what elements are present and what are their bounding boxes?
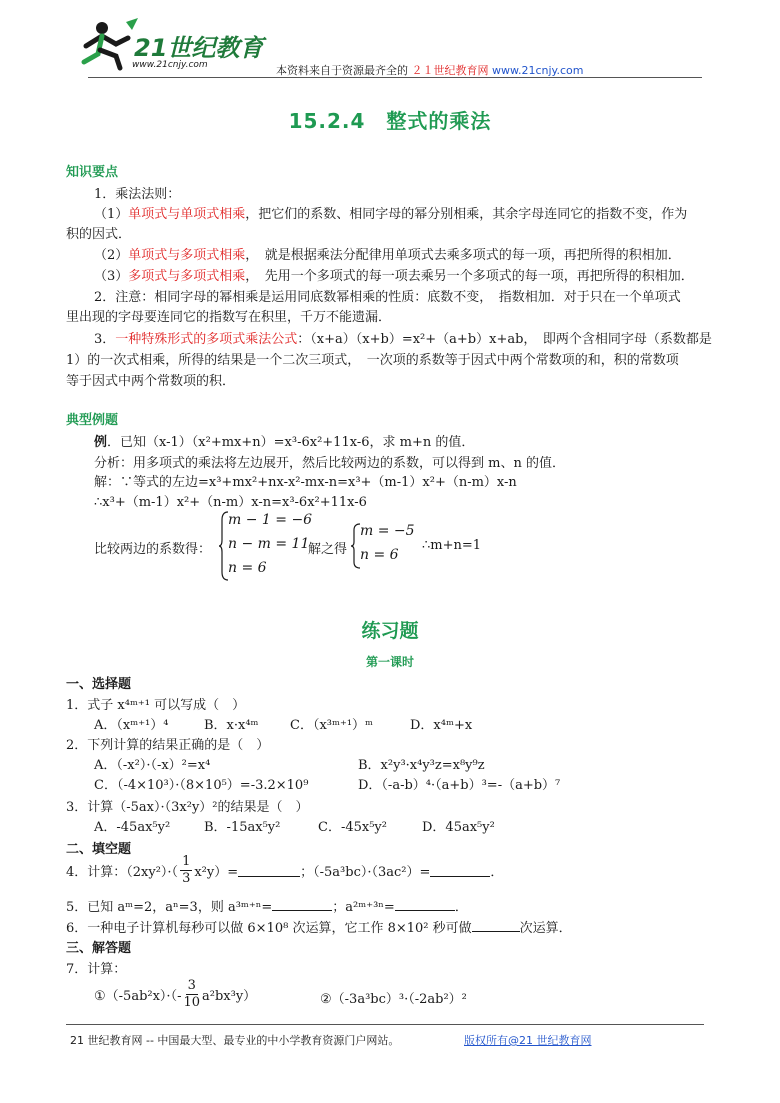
note-line-2: 里出现的字母要连同它的指数写在积里，千万不能遗漏． (66, 310, 392, 325)
q5-answer-1[interactable] (272, 899, 332, 911)
q4-answer-2[interactable] (430, 865, 490, 877)
example-solution-1: 解：∵等式的左边=x³+mx²+nx-x²-mx-n=x³+（m-1）x²+（n-m）x-n (94, 475, 517, 490)
rule-1-text: ，把它们的系数、相同字母的幂分别相乘，其余字母连同它的指数不变，作为 (245, 207, 688, 222)
special-keyword: 一种特殊形式的多项式乘法公式 (115, 332, 298, 347)
header-note (276, 62, 583, 78)
compare-label: 比较两边的系数得： (94, 542, 212, 557)
q5-prefix: 5．已知 aᵐ=2，aⁿ=3，则 a³ᵐ⁺ⁿ= (66, 900, 273, 915)
q6-end: 次运算． (519, 921, 572, 936)
q4-answer-1[interactable] (238, 865, 300, 877)
rule-3-text: ， 先用一个多项式的每一项去乘另一个多项式的每一项，再把所得的积相加． (245, 269, 694, 284)
system2-eq-2: n = 6 (360, 547, 399, 563)
q7-a-denominator: 10 (183, 995, 201, 1010)
q4-mid: x²y）= (194, 865, 239, 880)
rule-3 (94, 265, 694, 284)
footer-divider (66, 1024, 704, 1025)
question-1: 1．式子 x⁴ᵐ⁺¹ 可以写成（ ） (66, 698, 246, 713)
rule-2-keyword: 单项式与多项式相乘 (128, 248, 246, 263)
q4-prefix: 4．计算：（2xy²）·（ (66, 865, 179, 880)
lesson-subtitle: 第一课时 (365, 655, 414, 669)
q3-option-b[interactable]: B．-15ax⁵y² (204, 820, 281, 835)
part-1-heading: 一、选择题 (66, 677, 132, 692)
logo-url: www.21cnjy.com (132, 60, 208, 70)
part-3-heading: 三、解答题 (66, 941, 132, 956)
rule-2 (94, 244, 681, 263)
question-2: 2．下列计算的结果正确的是（ ） (66, 738, 270, 753)
special-formula (94, 328, 712, 347)
q4-fraction (180, 854, 192, 887)
system1-eq-1: m − 1 = −6 (228, 512, 313, 528)
q4-fraction-numerator: 1 (182, 854, 191, 869)
rule-2-text: ， 就是根据乘法分配律用单项式去乘多项式的每一项，再把所得的积相加． (245, 248, 681, 263)
equation-system-1 (228, 512, 312, 584)
rule-1-keyword: 单项式与单项式相乘 (128, 207, 246, 222)
q7-a-fraction (183, 978, 200, 1011)
q1-option-a[interactable]: A．（xᵐ⁺¹）⁴ (94, 718, 169, 733)
question-6 (66, 917, 572, 936)
q6-text: 6．一种电子计算机每秒可以做 6×10⁸ 次运算，它工作 8×10² 秒可做 (66, 921, 472, 936)
header-note-prefix: 本资料来自于资源最齐全的 (276, 64, 408, 77)
example-question-text: ．已知（x-1）（x²+mx+n）=x³-6x²+11x-6，求 m+n 的值． (107, 435, 475, 450)
q5-end: ． (454, 900, 468, 915)
question-5 (66, 896, 468, 915)
q4-end: ． (490, 865, 504, 880)
knowledge-heading: 知识要点 (66, 165, 119, 180)
q7-a-suffix: a²bx³y） (202, 989, 257, 1004)
note-line-1: 2．注意：相同字母的幂相乘是运用同底数幂相乘的性质：底数不变， 指数相加．对于只在一个单项式 (94, 290, 681, 305)
example-solution-2: ∴x³+（m-1）x²+（n-m）x-n=x³-6x²+11x-6 (94, 495, 367, 510)
q2-option-a[interactable]: A．（-x²）·（-x）²=x⁴ (94, 758, 211, 773)
header-url[interactable]: www.21cnjy.com (492, 64, 584, 77)
example-question (94, 431, 474, 450)
q2-option-c[interactable]: C．（-4×10³）·（8×10⁵）=-3.2×10⁹ (94, 778, 309, 793)
example-analysis: 分析：用多项式的乘法将左边展开，然后比较两边的系数，可以得到 m、n 的值． (94, 456, 565, 471)
q3-option-d[interactable]: D．45ax⁵y² (422, 820, 495, 835)
header-site-name[interactable]: ２１世纪教育网 (411, 64, 489, 77)
question-7: 7．计算： (66, 962, 127, 977)
site-logo (72, 16, 264, 74)
example-label: 例 (94, 435, 108, 450)
rule-1-num: （1） (94, 207, 129, 222)
system1-eq-3: n = 6 (228, 560, 267, 576)
part-2-heading: 二、填空题 (66, 842, 132, 857)
logo-text: 21世纪教育 (134, 34, 264, 62)
special-text: ：（x+a）（x+b）=x²+（a+b）x+ab， 即两个含相同字母（系数都是 (297, 332, 712, 347)
runner-icon (84, 18, 138, 68)
system1-eq-2: n − m = 11 (228, 536, 310, 552)
q3-option-a[interactable]: A．-45ax⁵y² (94, 820, 171, 835)
q1-option-b[interactable]: B．x·x⁴ᵐ (204, 718, 259, 733)
footer-copyright-link[interactable]: 版权所有@21 世纪教育网 (464, 1034, 592, 1047)
example-heading: 典型例题 (66, 413, 119, 428)
rule-1 (94, 203, 687, 222)
q7-a-prefix: ①（-5ab²x）·（- (94, 989, 182, 1004)
q7-a-numerator: 3 (187, 978, 196, 993)
rule-3-keyword: 多项式与多项式相乘 (128, 269, 246, 284)
solve-label: 解之得 (308, 542, 348, 557)
q1-option-d[interactable]: D．x⁴ᵐ+x (410, 718, 473, 733)
q5-mid: ；a²ᵐ⁺³ⁿ= (332, 900, 395, 915)
q6-answer[interactable] (472, 920, 520, 932)
special-num: 3． (94, 332, 116, 347)
special-cont-1: 1）的一次式相乘，所得的结果是一个二次三项式， 一次项的系数等于因式中两个常数项的和，积的常数项 (66, 353, 679, 368)
rule-heading: 1．乘法法则： (94, 187, 181, 202)
q1-option-c[interactable]: C．（x³ᵐ⁺¹）ᵐ (290, 718, 374, 733)
example-result: ∴m+n=1 (422, 538, 482, 553)
question-3: 3．计算（-5ax）·（3x²y）²的结果是（ ） (66, 800, 309, 815)
q4-fraction-denominator: 3 (182, 871, 191, 886)
header-divider (88, 77, 702, 78)
page-title: 15.2.4 整式的乘法 (288, 109, 492, 133)
special-cont-2: 等于因式中两个常数项的积． (66, 374, 236, 389)
q7-part-a (94, 978, 256, 1011)
system2-eq-1: m = −5 (360, 523, 415, 539)
q4-mid2: ；（-5a³bc）·（3ac²）= (300, 865, 431, 880)
q2-option-b[interactable]: B．x²y³·x⁴y³z=x⁸y⁹z (358, 758, 485, 773)
q7-part-b: ②（-3a³bc）³·（-2ab²）² (320, 992, 467, 1007)
exercise-title: 练习题 (361, 620, 419, 642)
question-4 (66, 854, 503, 887)
q2-option-d[interactable]: D．（-a-b）⁴·（a+b）³=-（a+b）⁷ (358, 778, 561, 793)
rule-3-num: （3） (94, 269, 129, 284)
q3-option-c[interactable]: C．-45x⁵y² (318, 820, 387, 835)
rule-1-cont: 积的因式． (66, 227, 132, 242)
q5-answer-2[interactable] (395, 899, 455, 911)
equation-system-2 (360, 523, 415, 571)
rule-2-num: （2） (94, 248, 129, 263)
footer-text: 21 世纪教育网 -- 中国最大型、最专业的中小学教育资源门户网站。 (70, 1034, 400, 1047)
